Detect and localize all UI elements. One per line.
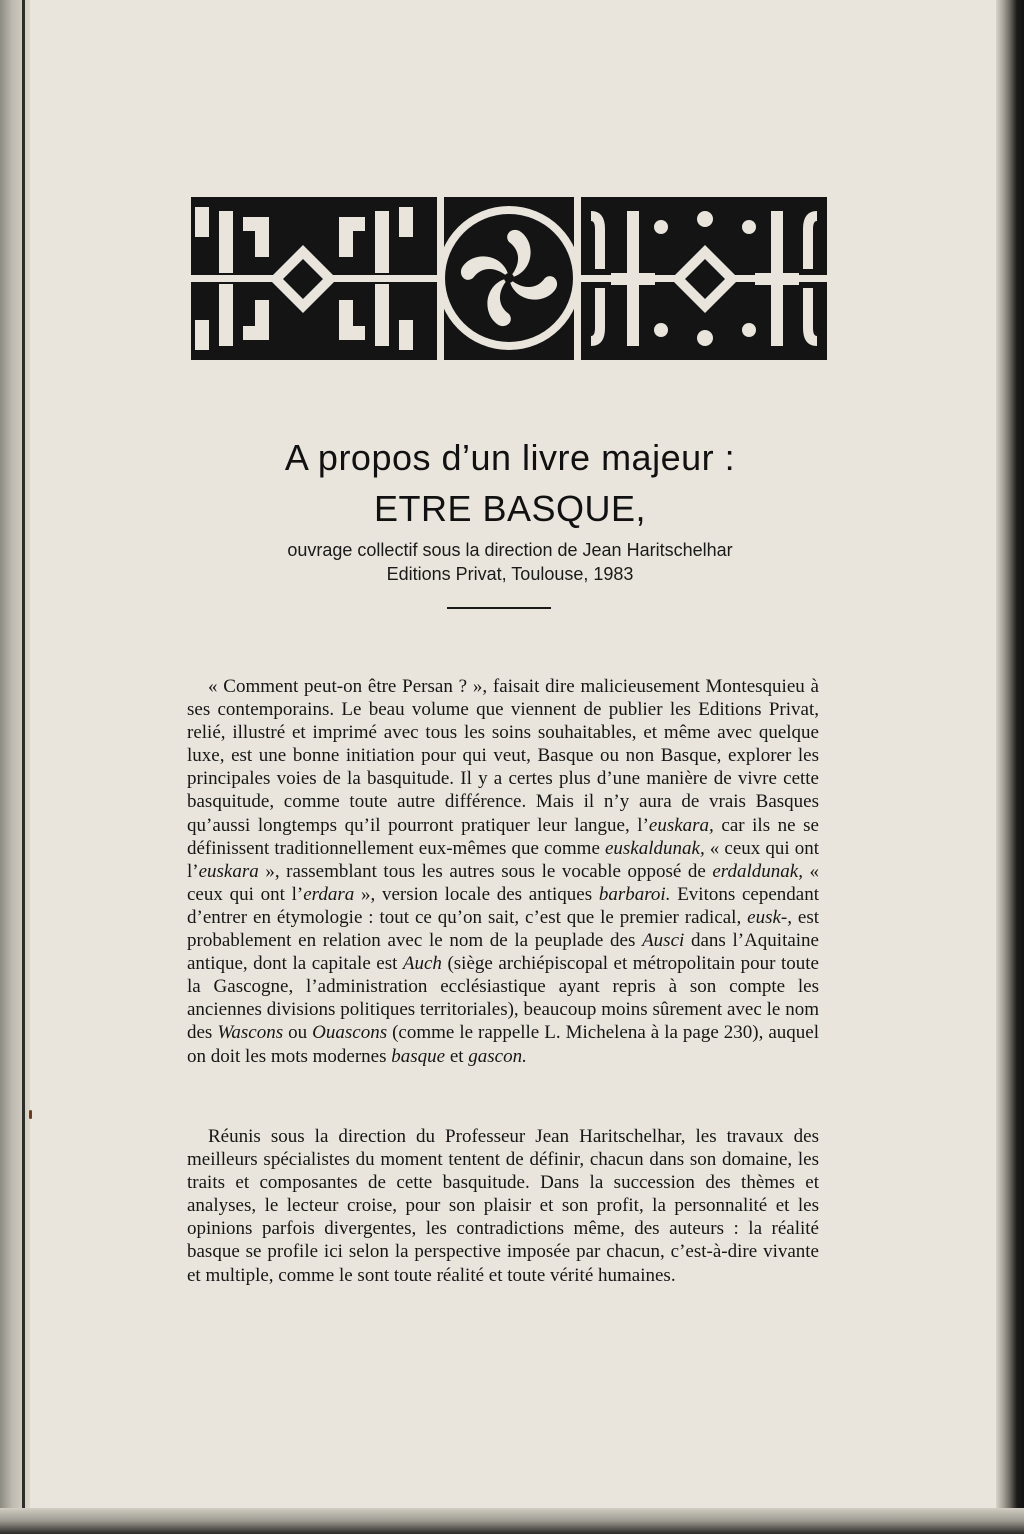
text-run: (comme le rappelle L. Michelena à la page 230), auquel on doit les mots modernes <box>187 1022 820 1067</box>
text-run: car ils ne se définissent traditionnellement eux-mêmes que comme <box>187 814 819 859</box>
text-run: dans l’Aquitaine antique, dont la capitale est <box>187 930 819 975</box>
italic-term: barbaroi. <box>598 883 671 905</box>
body-paragraph-1 <box>187 675 819 1068</box>
page-bottom-shadow <box>0 1508 1024 1534</box>
italic-term: erdaldunak, <box>712 860 803 882</box>
text-run: « ceux qui ont l’ <box>187 837 819 882</box>
gutter-shadow-line <box>22 0 25 1534</box>
italic-term: Ausci <box>642 930 685 952</box>
text-run: (siège archiépiscopal et métropolitain pour toute la Gascogne, l’administration ecclésiastique ayant repris à son compte les anciennes divisions politiques territoriales), beaucoup moins sûrement avec le nom des <box>187 953 819 1044</box>
text-run: est probablement en relation avec le nom de la peuplade des <box>187 906 820 952</box>
italic-term: Wascons <box>217 1022 284 1044</box>
body-paragraph-2: Réunis sous la direction du Professeur Jean Haritschelhar, les travaux des meilleurs spécialistes du moment tentent de définir, chacun dans son domaine, les traits et composantes de cette basquitude. Dans la succession des thèmes et analyses, le lecteur croise, pour son plaisir et son profit, la personnalité et les opinions parfois divergentes, les contradictions même, des auteurs : la réalité basque se profile ici selon la perspective imposée par chacun, c’est-à-dire vivante et multiple, comme le sont toute réalité et toute vérité humaines. <box>187 1126 819 1286</box>
book-gutter <box>0 0 30 1534</box>
italic-term: eusk-, <box>747 906 792 928</box>
italic-term: euskaldunak, <box>604 837 705 859</box>
heading-line-1: A propos d’un livre majeur : <box>284 437 736 478</box>
text-run: », version locale des antiques <box>354 883 599 905</box>
text-run: « Comment peut-on être Persan ? », faisait dire malicieusement Montesquieu à ses contemporains. Le beau volume que viennent de publier les Editions Privat, relié, illustré et imprimé avec tous les soins souhaitables, et même avec quelque luxe, est une bonne initiation pour qui veut, Basque ou non Basque, explorer les principales voies de la basquitude. Il y a certes plus d’une manière de vivre cette basquitude, comme toute autre différence. Mais il n’y aura de vrais Basques qu’aussi longtemps qu’il pourront pratiquer leur langue, l’ <box>187 676 819 836</box>
subtitle-line-2: Editions Privat, Toulouse, 1983 <box>386 564 634 584</box>
text-run: Evitons cependant d’entrer en étymologie : tout ce qu’on sait, c’est que le premier radical, <box>187 883 820 928</box>
lauburu-swirl-motif <box>437 206 581 350</box>
italic-term: Ouascons <box>312 1022 388 1044</box>
italic-term: basque <box>391 1045 446 1067</box>
basque-ornament-banner <box>191 197 827 360</box>
italic-term: Auch <box>402 953 442 975</box>
page-edge-shadow <box>996 0 1024 1534</box>
italic-term: erdara <box>303 883 355 905</box>
italic-term: gascon. <box>468 1045 527 1067</box>
text-run: », rassemblant tous les autres sous le vocable opposé de <box>258 860 713 882</box>
subtitle-line-1: ouvrage collectif sous la direction de Jean Haritschelhar <box>287 540 733 560</box>
text-run: « ceux qui ont l’ <box>187 860 820 905</box>
text-run: et <box>445 1045 469 1067</box>
paper-speck <box>29 1110 32 1119</box>
heading-line-2: ETRE BASQUE, <box>373 488 647 529</box>
italic-term: euskara <box>198 860 259 882</box>
italic-term: euskara, <box>648 814 714 836</box>
title-divider <box>447 607 551 609</box>
text-run: ou <box>283 1022 313 1044</box>
